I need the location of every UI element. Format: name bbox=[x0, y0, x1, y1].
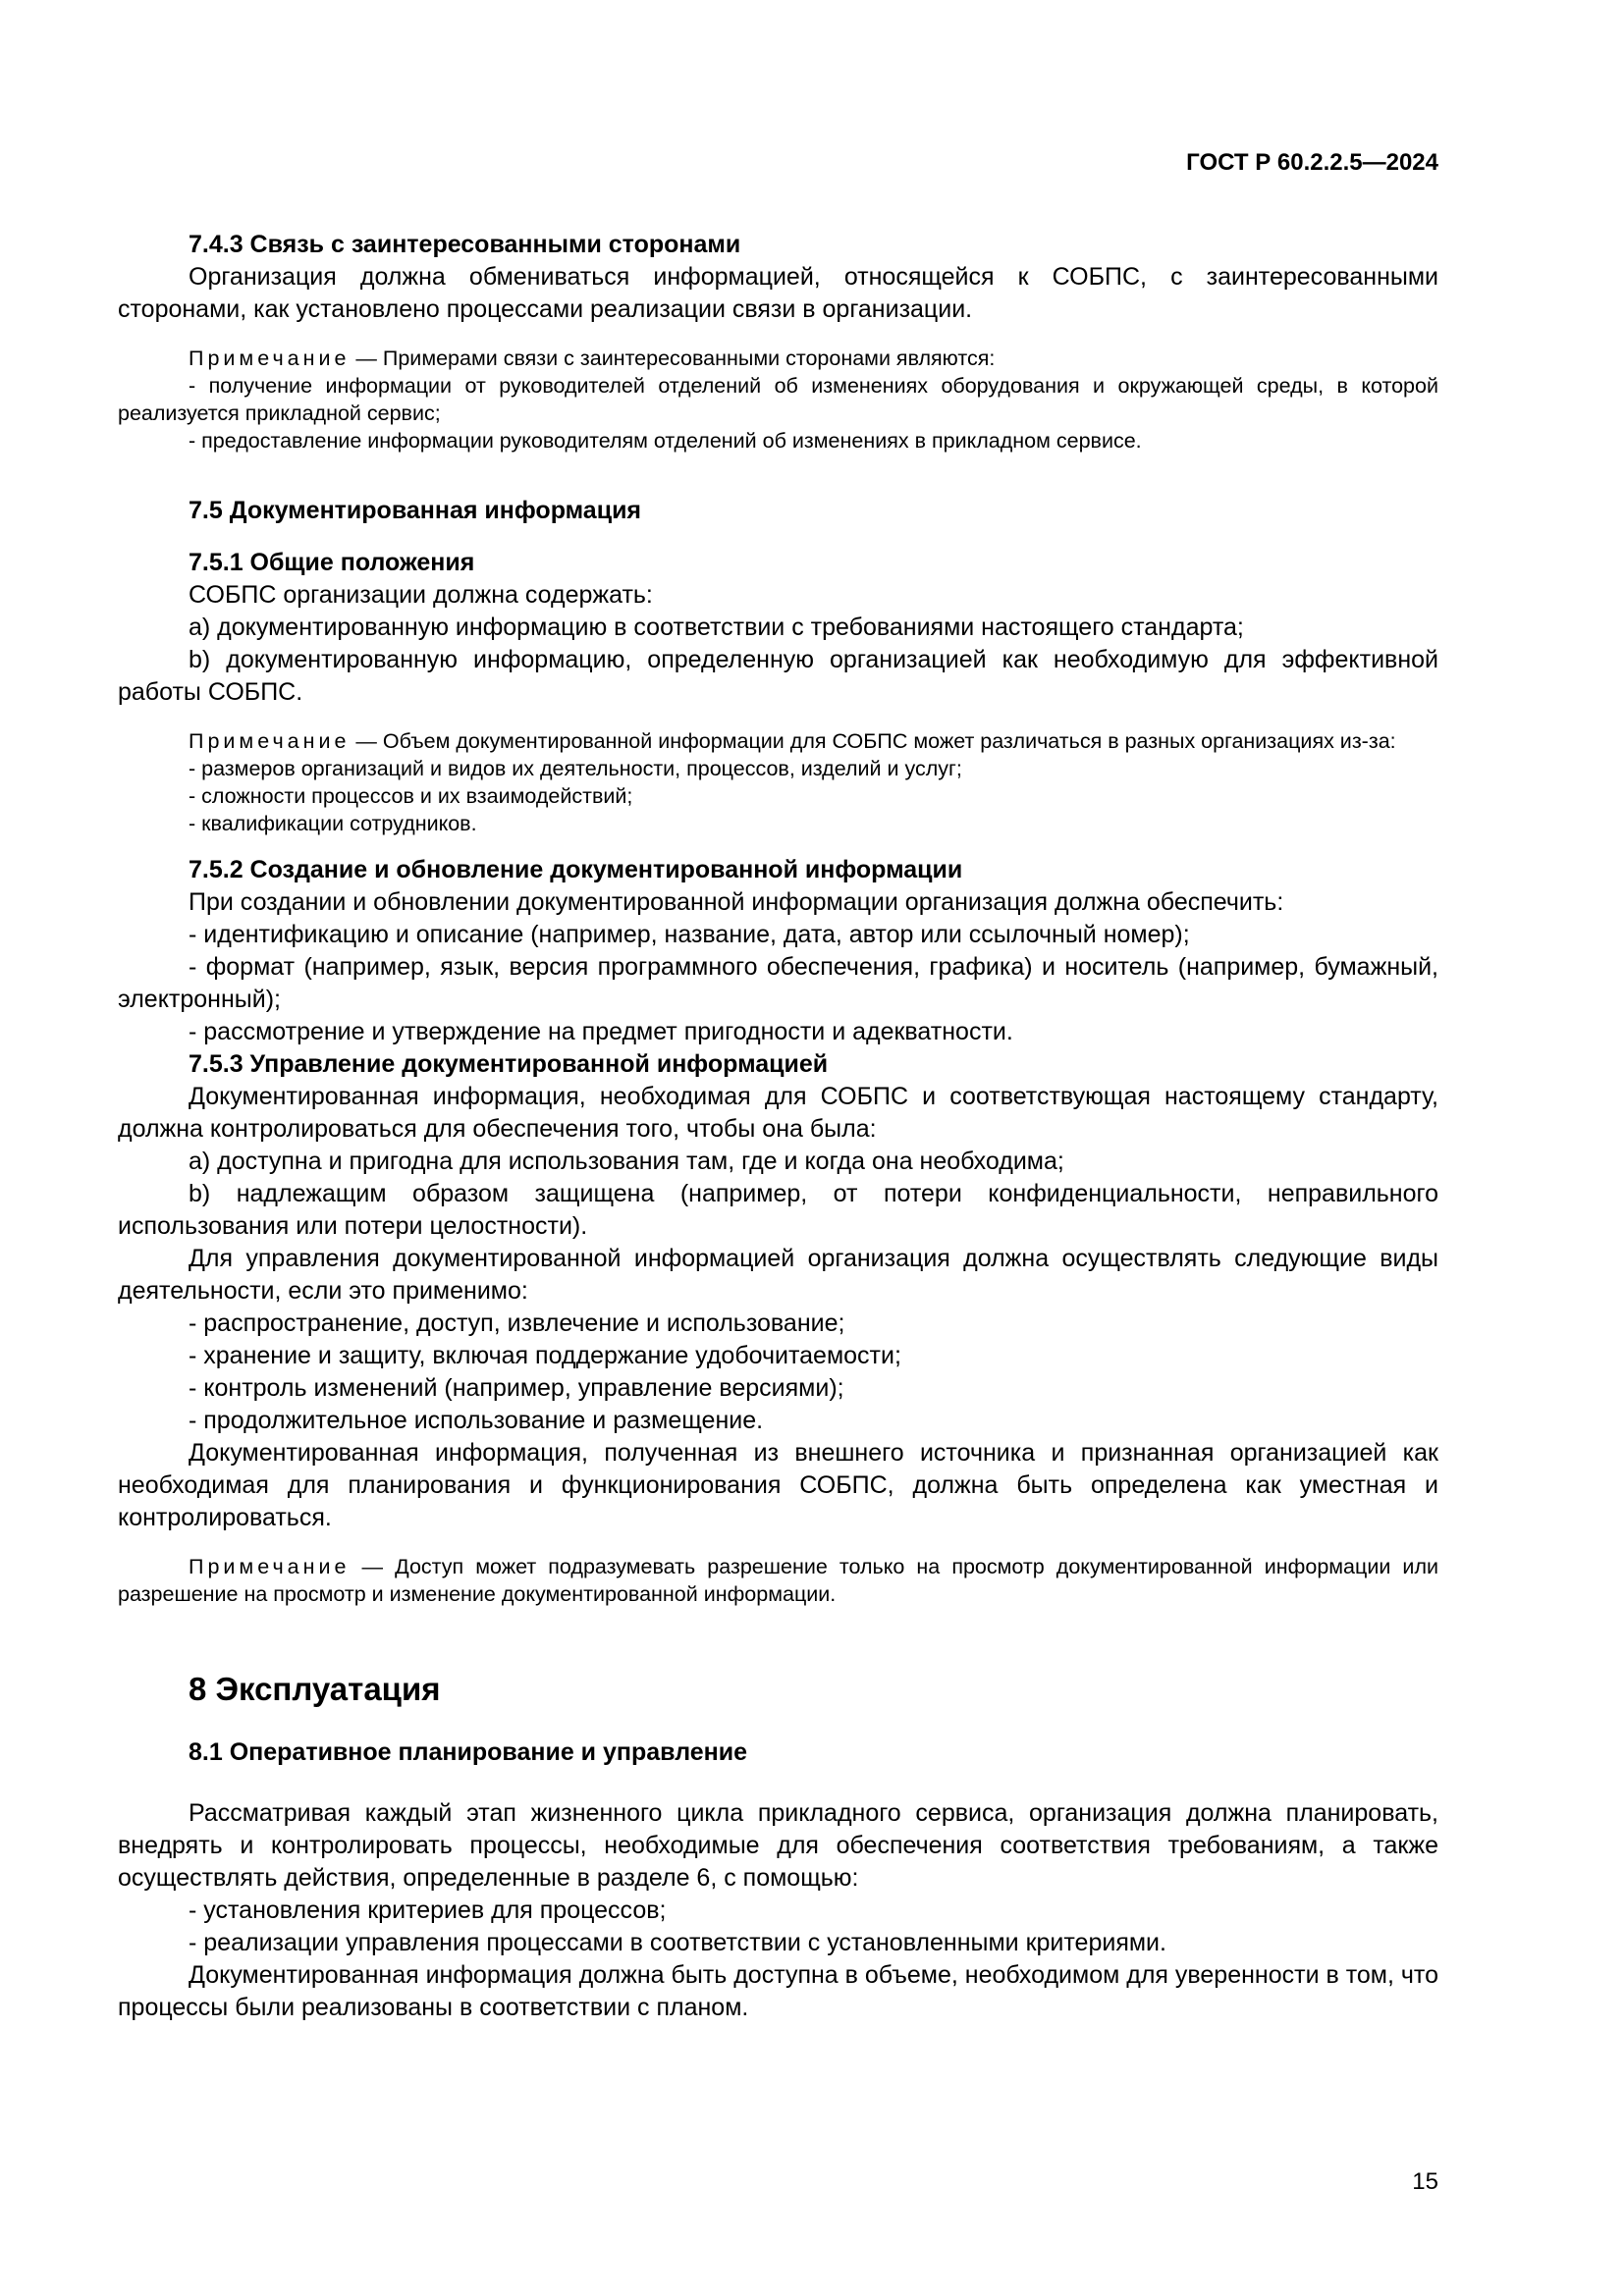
list-item: - хранение и защиту, включая поддержание удобочитаемости; bbox=[189, 1342, 901, 1369]
list-item: - контроль изменений (например, управление версиями); bbox=[189, 1374, 844, 1402]
note-list-item: - размеров организаций и видов их деятельности, процессов, изделий и услуг; bbox=[189, 757, 962, 780]
section-7-5-title: 7.5 Документированная информация bbox=[189, 497, 642, 524]
list-item: b) надлежащим образом защищена (например, от потери конфиденциальности, неправильного использования или потери целостности). bbox=[118, 1180, 1438, 1240]
section-7-5-3-title: 7.5.3 Управление документированной информацией bbox=[189, 1050, 829, 1078]
section-7-4-3-paragraph: Организация должна обмениваться информацией, относящейся к СОБПС, с заинтересованными сторонами, как установлено процессами реализации связи в организации. bbox=[118, 263, 1438, 323]
note-list-item: - получение информации от руководителей отделений об изменениях оборудования и окружающей среды, в которой реализуется прикладной сервис; bbox=[118, 374, 1438, 425]
list-item: - идентификацию и описание (например, название, дата, автор или ссылочный номер); bbox=[189, 921, 1190, 948]
section-7-5-2-title: 7.5.2 Создание и обновление документированной информации bbox=[189, 856, 963, 883]
section-7-4-3-title: 7.4.3 Связь с заинтересованными сторонами bbox=[189, 231, 741, 258]
note-text: — Примерами связи с заинтересованными сторонами являются: bbox=[350, 347, 996, 370]
note-text: — Объем документированной информации для СОБПС может различаться в разных организациях из-за: bbox=[350, 729, 1396, 753]
note-text: — Доступ может подразумевать разрешение только на просмотр документированной информации или разрешение на просмотр и изменение документированной информации. bbox=[118, 1555, 1438, 1606]
section-7-5-3-paragraph: Для управления документированной информацией организация должна осуществлять следующие виды деятельности, если это применимо: bbox=[118, 1245, 1438, 1305]
section-7-5-3-paragraph: Документированная информация, полученная из внешнего источника и признанная организацией как необходимая для планирования и функционирования СОБПС, должна быть определена как уместная и контролироваться. bbox=[118, 1439, 1438, 1531]
section-7-5-1-note bbox=[118, 727, 1438, 755]
section-7-5-1-title: 7.5.1 Общие положения bbox=[189, 549, 475, 576]
note-list-item: - предоставление информации руководителям отделений об изменениях в прикладном сервисе. bbox=[189, 429, 1142, 453]
list-item: - распространение, доступ, извлечение и использование; bbox=[189, 1309, 845, 1337]
note-list-item: - сложности процессов и их взаимодействий; bbox=[189, 784, 633, 808]
list-item: b) документированную информацию, определенную организацией как необходимую для эффективной работы СОБПС. bbox=[118, 646, 1438, 706]
list-item: a) доступна и пригодна для использования там, где и когда она необходима; bbox=[189, 1148, 1064, 1175]
list-item: - реализации управления процессами в соответствии с установленными критериями. bbox=[189, 1929, 1166, 1956]
document-header: ГОСТ Р 60.2.2.5—2024 bbox=[1186, 149, 1438, 176]
section-7-5-3-intro: Документированная информация, необходимая для СОБПС и соответствующая настоящему стандарту, должна контролироваться для обеспечения того, чтобы она была: bbox=[118, 1083, 1438, 1143]
section-8-1-title: 8.1 Оперативное планирование и управление bbox=[189, 1738, 748, 1766]
section-7-5-2-intro: При создании и обновлении документированной информации организация должна обеспечить: bbox=[189, 888, 1284, 916]
note-list-item: - квалификации сотрудников. bbox=[189, 812, 477, 835]
list-item: a) документированную информацию в соответствии с требованиями настоящего стандарта; bbox=[189, 614, 1244, 641]
note-label: Примечание bbox=[189, 729, 351, 753]
page-content bbox=[118, 229, 1438, 2024]
note-label: Примечание bbox=[189, 347, 351, 370]
section-8-1-paragraph: Документированная информация должна быть доступна в объеме, необходимом для уверенности в том, что процессы были реализованы в соответствии с планом. bbox=[118, 1961, 1438, 2021]
section-8-title: 8 Эксплуатация bbox=[189, 1671, 441, 1707]
list-item: - формат (например, язык, версия программного обеспечения, графика) и носитель (например, бумажный, электронный); bbox=[118, 953, 1438, 1013]
section-8-1-paragraph: Рассматривая каждый этап жизненного цикла прикладного сервиса, организация должна планировать, внедрять и контролировать процессы, необходимые для обеспечения соответствия требованиям, а также осуществлять действия, определенные в разделе 6, с помощью: bbox=[118, 1799, 1438, 1892]
list-item: - продолжительное использование и размещение. bbox=[189, 1407, 764, 1434]
list-item: - рассмотрение и утверждение на предмет пригодности и адекватности. bbox=[189, 1018, 1013, 1045]
note-label: Примечание bbox=[189, 1555, 351, 1578]
list-item: - установления критериев для процессов; bbox=[189, 1896, 667, 1924]
page-number: 15 bbox=[1412, 2168, 1438, 2195]
section-7-4-3-note bbox=[118, 345, 1438, 372]
section-7-5-3-note bbox=[118, 1553, 1438, 1608]
section-7-5-1-intro: СОБПС организации должна содержать: bbox=[189, 581, 653, 609]
